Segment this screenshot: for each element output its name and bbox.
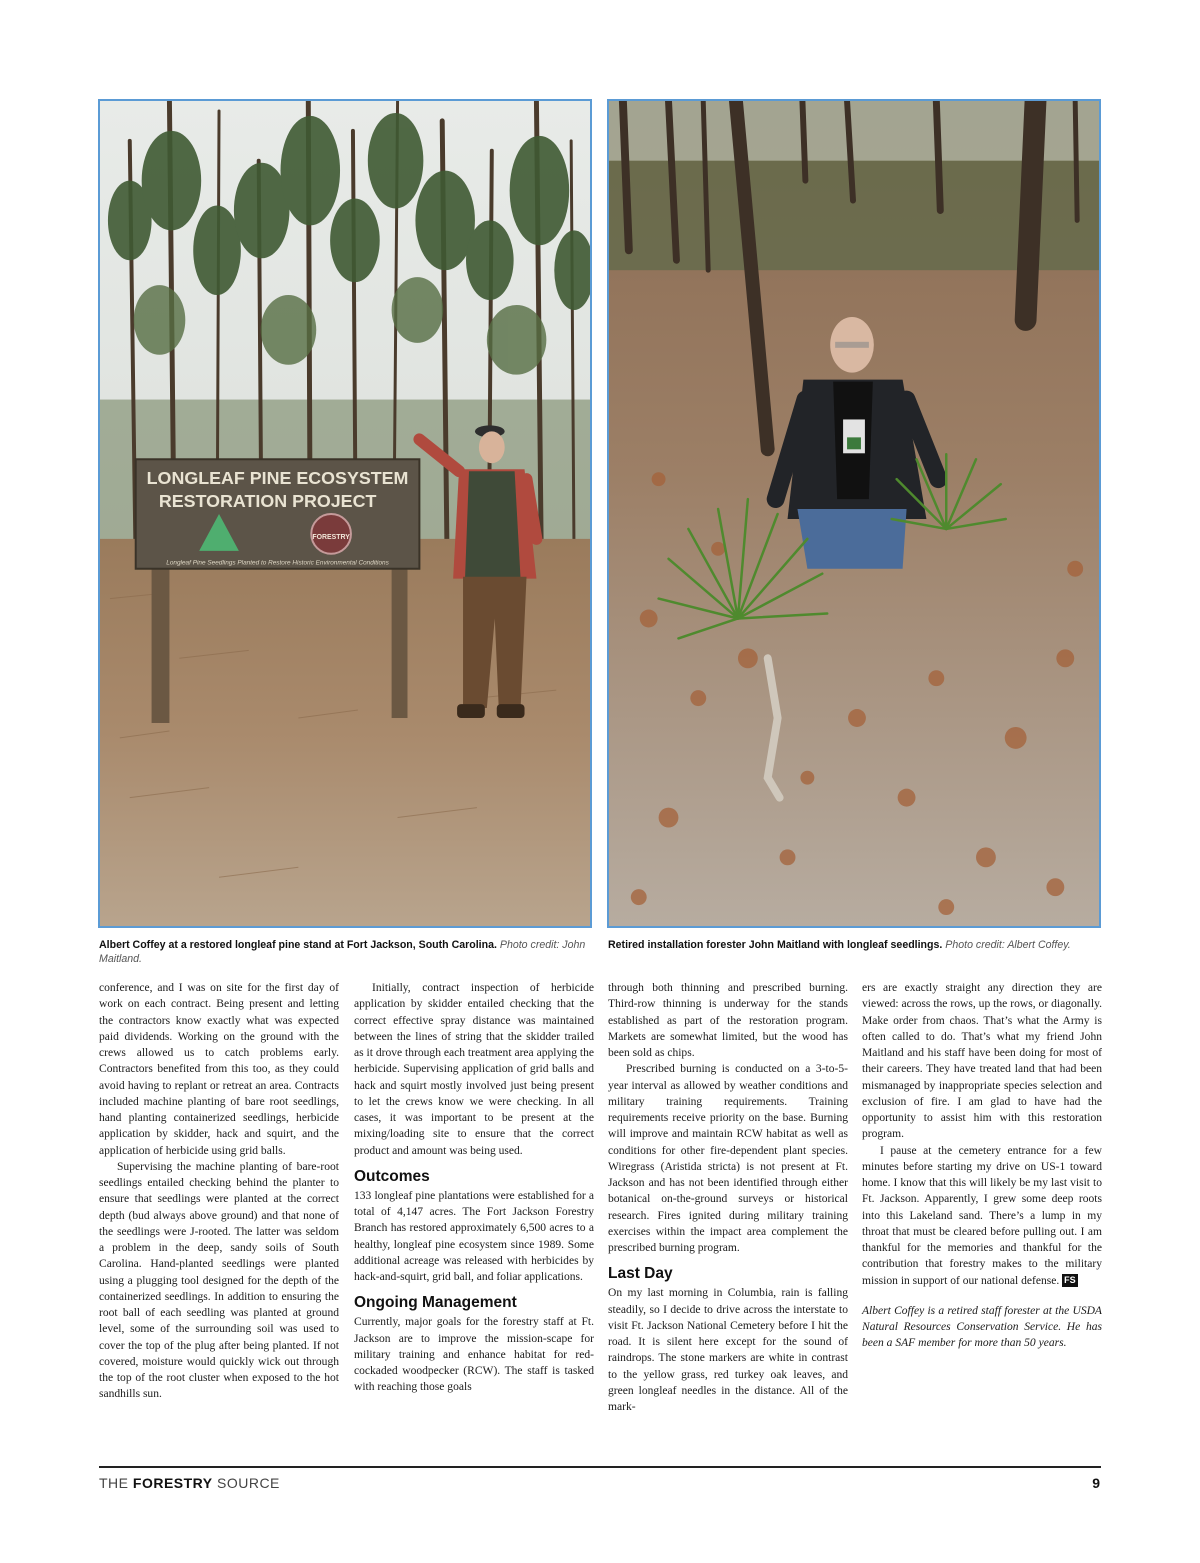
paragraph: Currently, major goals for the forestry staff at Ft. Jackson are to improve the mission-scape for military training and enhance habitat for red-cockaded woodpecker (RCW). The staff is tasked with reaching those goals xyxy=(354,1316,594,1394)
paragraph: 133 longleaf pine plantations were established for a total of 4,147 acres. The Fort Jackson Forestry Branch has restored approximately 6,500 acres to a healthy, longleaf pine ecosystem since 1989. Some additional acreage was released with herbicides by hack-and-squirt, grid ball, and foliar applications. xyxy=(354,1189,594,1283)
paragraph: Initially, contract inspection of herbicide application by skidder entailed checking that the correct effective spray distance was maintained between the lines of string that the skidder trailed as it drove through each treatment area applying the herbicide. Supervising application of grid balls and hack and squirt mostly involved just being present to let the crews know we were checking. In all cases, it was important to be present at the mixing/loading site to ensure that the correct product and amount was being used. xyxy=(354,982,594,1157)
caption-left-credit: Photo credit: John Maitland. xyxy=(99,939,586,965)
caption-right xyxy=(608,938,1102,952)
article-column-1 xyxy=(99,980,339,1403)
caption-left-text: Albert Coffey at a restored longleaf pine stand at Fort Jackson, South Carolina. xyxy=(99,939,497,951)
heading-ongoing-management: Ongoing Management xyxy=(354,1294,517,1312)
heading-last-day: Last Day xyxy=(608,1265,673,1283)
footer-forestry: FORESTRY xyxy=(132,1475,213,1491)
photo-illustration-right xyxy=(609,101,1099,926)
caption-right-text: Retired installation forester John Maitland with longleaf seedlings. xyxy=(608,939,943,951)
paragraph: through both thinning and prescribed burning. Third-row thinning is underway for the stands established as part of the restoration program. Markets are somewhat limited, but the wood has been sold as chips. xyxy=(608,982,848,1059)
photo-illustration-left xyxy=(100,101,590,926)
page-number: 9 xyxy=(1092,1475,1100,1491)
paragraph: On my last morning in Columbia, rain is falling steadily, so I decide to drive across the interstate to visit Ft. Jackson National Cemetery before I hit the road. It is silent here except for the sound of raindrops. The stone markers are white in contrast to the yellow grass, red turkey oak leaves, and green longleaf needles in the distance. All of the mark- xyxy=(608,1287,848,1413)
sign-badge: FORESTRY xyxy=(312,533,350,541)
sign-subtext: Longleaf Pine Seedlings Planted to Restore Historic Environmental Conditions xyxy=(166,559,389,567)
paragraph: Supervising the machine planting of bare-root seedlings entailed checking behind the planter to ensure that seedlings were planted at the correct depth (bud always above ground) and that none of the seedlings were J-rooted. The latter was seldom a problem in the deep, sandy soils of South Carolina. Hand-planted seedlings were planted using a plugging tool designed for the depth of the containerized seedlings. In addition to ensuring the root ball of each seedling was planted at ground level, some of the surrounding soil was used to cover the top of the plug after being planted. If not covered, moisture would quickly wick out through the top of the root cluster when exposed to the hot sandhills sun. xyxy=(99,1160,339,1401)
photo-sign-longleaf-pine xyxy=(98,99,592,928)
article-column-2 xyxy=(354,980,594,1396)
publication-name xyxy=(99,1475,280,1491)
paragraph: I pause at the cemetery entrance for a few minutes before starting my drive on US-1 toward home. I know that this will likely be my last visit to Ft. Jackson. Apparently, I grew some deep roots into this Lakeland sand. There’s a lump in my throat that must be cleared before pulling out. I am thankful for the memories and thankful for the contribution that forestry makes to the military mission in support of our national defense. xyxy=(862,1144,1102,1287)
sign-line-1: LONGLEAF PINE ECOSYSTEM xyxy=(146,468,409,489)
paragraph: Prescribed burning is conducted on a 3-to-5-year interval as allowed by weather conditions and military training requirements. Training requirements receive priority on the base. Burning will improve and maintain RCW habitat as well as conditions for other fire-dependent plant species. Wiregrass (Aristida stricta) is not present at Ft. Jackson and has not been identified through either botanical on-the-ground surveys or historical research. Fires ignited during military training exercises within the impact area complement the prescribed burning program. xyxy=(608,1063,848,1254)
end-mark-icon: FS xyxy=(1064,1274,1076,1285)
paragraph: conference, and I was on site for the first day of work on each contract. Being present and letting the contractors know exactly what was expected paid dividends. Working on the ground with the crews allowed us to catch problems early. Contractors benefited from this too, as they could avoid having to replant or retreat an area. Contracts included machine planting of bare root seedlings, hand planting containerized seedlings, herbicide application by skidder, hack and squirt, and the application of herbicide using grid balls. xyxy=(99,982,339,1157)
footer-the: THE xyxy=(99,1475,129,1491)
caption-right-credit: Photo credit: Albert Coffey. xyxy=(945,939,1071,951)
sign-line-2: RESTORATION PROJECT xyxy=(158,491,377,512)
paragraph: ers are exactly straight any direction they are viewed: across the rows, up the rows, or diagonally. Make order from chaos. That’s what the Army is often called to do. That’s what my friend John Maitland and his staff have been doing for most of their careers. They have treated land that had been mismanaged by inappropriate species selection and exclusion of fire. I am glad to have had the opportunity to assist him with this restoration program. xyxy=(862,982,1102,1141)
photo-forester-with-seedlings xyxy=(607,99,1101,928)
footer-divider xyxy=(99,1466,1101,1468)
article-column-3 xyxy=(608,980,848,1415)
caption-left xyxy=(99,938,593,966)
author-bio: Albert Coffey is a retired staff forester at the USDA Natural Resources Conservation Service. He has been a SAF member for more than 50 years. xyxy=(862,1304,1102,1350)
article-column-4 xyxy=(862,980,1102,1352)
footer-source: SOURCE xyxy=(217,1475,280,1491)
heading-outcomes: Outcomes xyxy=(354,1167,430,1185)
